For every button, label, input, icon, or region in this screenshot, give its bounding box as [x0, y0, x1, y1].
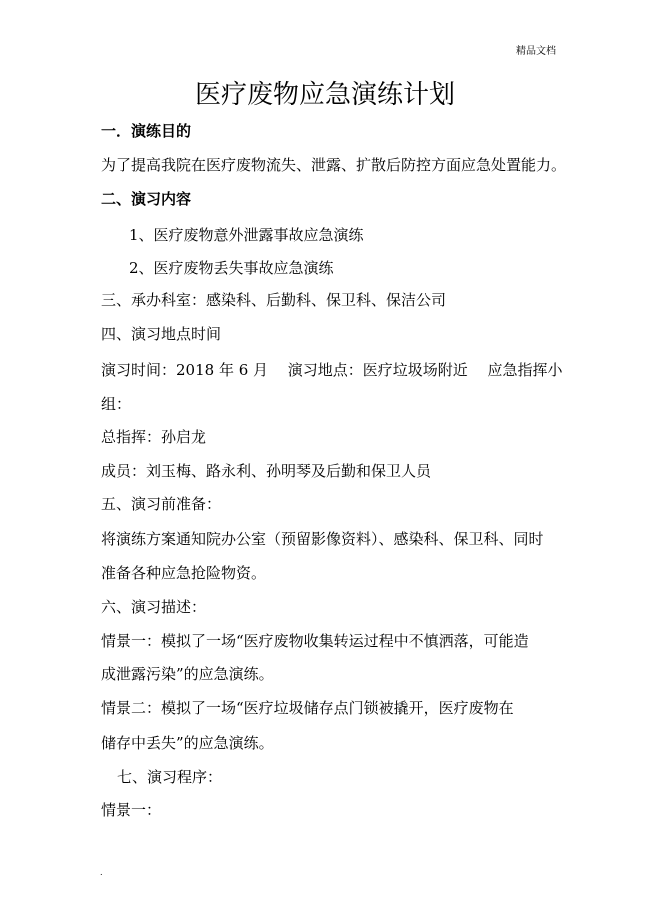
section-2-heading: 二、演习内容 [101, 190, 192, 208]
section-6-heading: 六、演习描述： [101, 598, 207, 616]
scenario-2-line-1: 情景二：模拟了一场“医疗垃圾储存点门锁被撬开，医疗废物在 [101, 699, 514, 717]
section-4-heading: 四、演习地点时间 [101, 325, 222, 343]
scenario-1-line-1: 情景一：模拟了一场“医疗废物收集转运过程中不慎洒落，可能造 [101, 632, 529, 650]
section-1-body: 为了提高我院在医疗废物流失、泄露、扩散后防控方面应急处置能力。 [101, 156, 567, 174]
section-3-line: 三、承办科室：感染科、后勤科、保卫科、保洁公司 [101, 291, 447, 309]
document-title: 医疗废物应急演练计划 [194, 80, 455, 110]
scenario-1-line-2: 成泄露污染”的应急演练。 [101, 665, 274, 683]
section-5-body-2: 准备各种应急抢险物资。 [101, 564, 267, 582]
section-2-item-2: 2、医疗废物丢失事故应急演练 [129, 259, 334, 277]
section-1-heading: 一．演练目的 [101, 122, 192, 140]
header-note: 精品文档 [516, 46, 556, 57]
scenario-2-line-2: 储存中丢失”的应急演练。 [101, 734, 274, 752]
section-4-time-place: 演习时间：2018 年 6 月 演习地点：医疗垃圾场附近 应急指挥小 [101, 361, 563, 379]
section-2-item-1: 1、医疗废物意外泄露事故应急演练 [129, 226, 364, 244]
footer-mark: . [100, 868, 103, 877]
commander-line: 总指挥：孙启龙 [101, 428, 207, 446]
section-7-scenario-1: 情景一： [101, 801, 162, 819]
section-5-body-1: 将演练方案通知院办公室（预留影像资料）、感染科、保卫科、同时 [101, 530, 544, 548]
section-5-heading: 五、演习前准备： [101, 495, 222, 513]
section-4-time-place-cont: 组： [101, 395, 132, 413]
members-line: 成员：刘玉梅、路永利、孙明琴及后勤和保卫人员 [101, 462, 432, 480]
section-7-heading: 七、演习程序： [117, 768, 223, 786]
